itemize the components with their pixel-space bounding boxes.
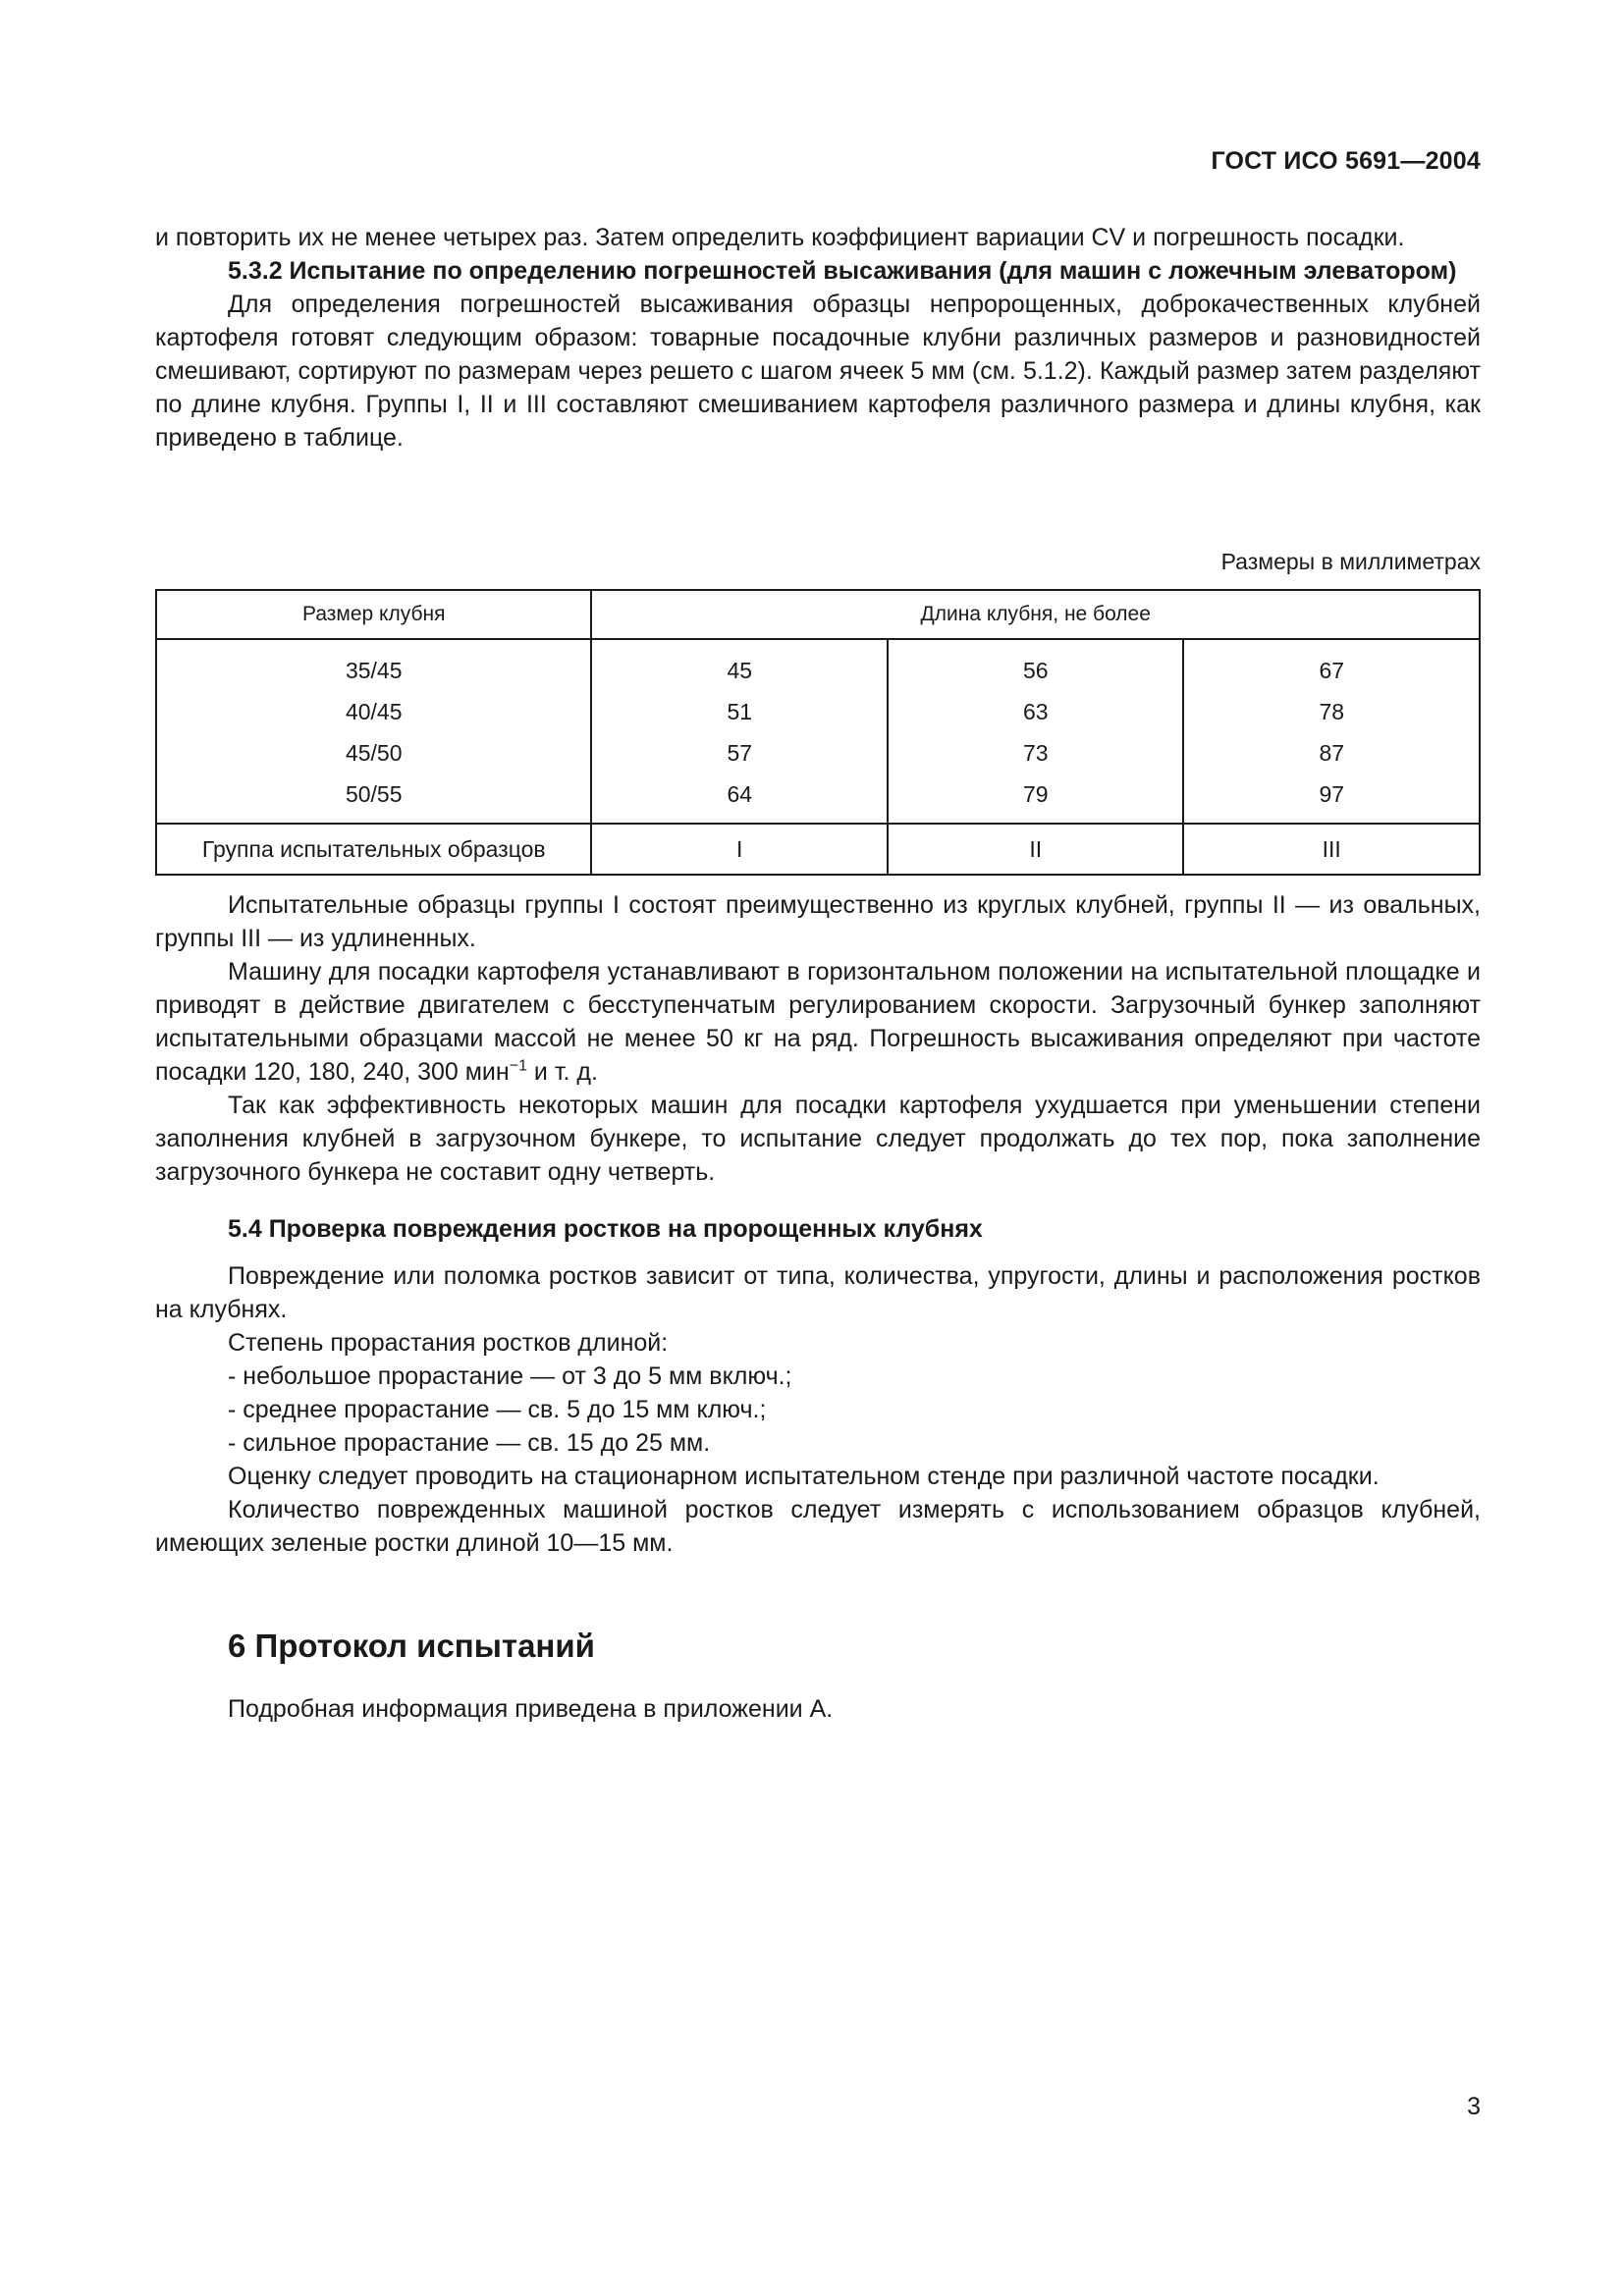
page-number: 3 <box>1467 2093 1481 2120</box>
tuber-size-table <box>155 589 1481 876</box>
table-group-row <box>156 824 1480 875</box>
machine-setup-tail: и т. д. <box>526 1058 598 1086</box>
cell-length: 64 <box>591 774 888 824</box>
table-row <box>156 732 1480 774</box>
cell-group: II <box>888 824 1184 875</box>
table-row <box>156 639 1480 691</box>
section-5-4-p2: Степень прорастания ростков длиной: <box>228 1329 669 1357</box>
header-tuber-size: Размер клубня <box>156 590 591 639</box>
cell-group-label: Группа испытательных образцов <box>156 824 591 875</box>
section-5-3-2-title: 5.3.2 Испытание по определению погрешностей высаживания (для машин с ложечным элеватором) <box>228 257 1457 285</box>
table-row <box>156 774 1480 824</box>
cell-length: 97 <box>1183 774 1480 824</box>
cell-length: 79 <box>888 774 1184 824</box>
section-5-4-p4: Количество поврежденных машиной ростков следует измерять с использованием образцов клубней, имеющих зеленые ростки длиной 10—15 мм. <box>155 1496 1481 1557</box>
units-note: Размеры в миллиметрах <box>1220 549 1481 574</box>
cell-length: 67 <box>1183 639 1480 691</box>
efficiency-paragraph: Так как эффективность некоторых машин для посадки картофеля ухудшается при уменьшении степени заполнения клубней в загрузочном бункере, то испытание следует продолжать до тех пор, пока заполнение загрузочного бункера не составит одну четверть. <box>155 1092 1481 1186</box>
cell-length: 51 <box>591 691 888 732</box>
cell-length: 63 <box>888 691 1184 732</box>
cell-size: 35/45 <box>156 639 591 691</box>
table-header-row <box>156 590 1480 639</box>
header-tuber-length: Длина клубня, не более <box>591 590 1480 639</box>
machine-setup-text: Машину для посадки картофеля устанавливают в горизонтальном положении на испытательной площадке и приводят в действие двигателем с бесступенчатым регулированием скорости. Загрузочный бункер заполняют испытательными образцами массой не менее 50 кг на ряд. Погрешность высаживания определяют при частоте посадки 120, 180, 240, 300 мин <box>155 958 1481 1086</box>
section-5-4-p1: Повреждение или поломка ростков зависит от типа, количества, упругости, длины и расположения ростков на клубнях. <box>155 1262 1481 1323</box>
cell-group: III <box>1183 824 1480 875</box>
list-item: - среднее прорастание — св. 5 до 15 мм ключ.; <box>228 1396 767 1423</box>
cell-length: 73 <box>888 732 1184 774</box>
cell-size: 45/50 <box>156 732 591 774</box>
section-5-4-block <box>155 1212 1481 1560</box>
cell-size: 40/45 <box>156 691 591 732</box>
machine-setup-paragraph <box>155 955 1481 1089</box>
section-6-title: 6 Протокол испытаний <box>228 1628 595 1664</box>
sprouting-list <box>155 1360 1481 1460</box>
groups-description: Испытательные образцы группы I состоят преимущественно из круглых клубней, группы II — из овальных, группы III — из удлиненных. <box>155 891 1481 952</box>
cell-group: I <box>591 824 888 875</box>
top-text-block <box>155 221 1481 454</box>
document-code: ГОСТ ИСО 5691—2004 <box>1211 147 1481 175</box>
section-6-body: Подробная информация приведена в приложении А. <box>228 1695 834 1723</box>
section-6-body-block <box>155 1692 1481 1726</box>
cell-size: 50/55 <box>156 774 591 824</box>
cell-length: 45 <box>591 639 888 691</box>
cell-length: 56 <box>888 639 1184 691</box>
list-item: - небольшое прорастание — от 3 до 5 мм включ.; <box>228 1362 792 1390</box>
list-item: - сильное прорастание — св. 15 до 25 мм. <box>228 1429 711 1457</box>
section-5-4-p3: Оценку следует проводить на стационарном испытательном стенде при различной частоте посадки. <box>228 1463 1380 1490</box>
section-5-3-2-body: Для определения погрешностей высаживания образцы непророщенных, доброкачественных клубней картофеля готовят следующим образом: товарные посадочные клубни различных размеров и разновидностей смешивают, сортируют по размерам через решето с шагом ячеек 5 мм (см. 5.1.2). Каждый размер затем разделяют по длине клубня. Группы I, II и III составляют смешиванием картофеля различного размера и длины клубня, как приведено в таблице. <box>155 291 1481 452</box>
table-row <box>156 691 1480 732</box>
section-5-4-title: 5.4 Проверка повреждения ростков на пророщенных клубнях <box>228 1215 983 1243</box>
after-table-block <box>155 888 1481 1189</box>
superscript: −1 <box>509 1057 527 1075</box>
cell-length: 57 <box>591 732 888 774</box>
cell-length: 87 <box>1183 732 1480 774</box>
paragraph-continued: и повторить их не менее четырех раз. Затем определить коэффициент вариации CV и погрешность посадки. <box>155 224 1405 251</box>
cell-length: 78 <box>1183 691 1480 732</box>
